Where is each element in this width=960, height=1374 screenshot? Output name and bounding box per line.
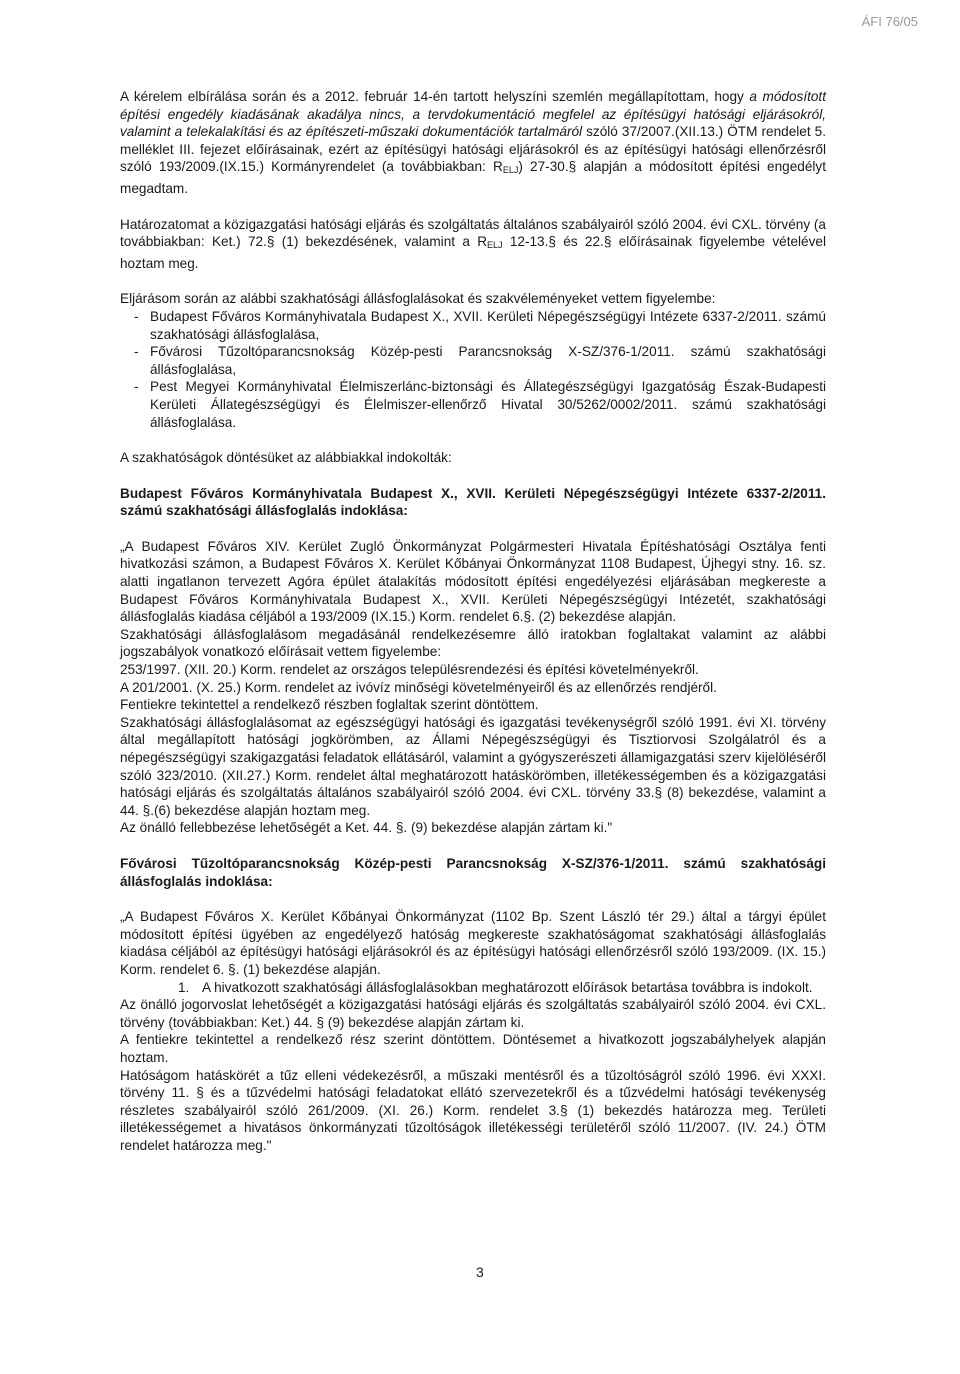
numbered-item bbox=[120, 979, 826, 997]
item-text: A hivatkozott szakhatósági állásfoglalásokban meghatározott előírások betartása továbbra is indokolt. bbox=[202, 979, 813, 995]
quote-paragraph: „A Budapest Főváros X. Kerület Kőbányai Önkormányzat (1102 Bp. Szent László tér 29.) által a tárgyi épület módosított építési ügyében az engedélyező hatóság megkereste szakhatóságomat szakhatósági állásfoglalás kiadása céljából az építésügyi hatósági eljárásokról és az építésügyi hatósági ellenőrzésről szóló 193/2009. (IX. 15.) Korm. rendelet 6. §. (1) bekezdése alapján. bbox=[120, 909, 826, 977]
list-item: - Pest Megyei Kormányhivatal Élelmiszerlánc-biztonsági és Állategészségügyi Igazgatóság Észak-Budapesti Kerületi Állategészségügyi és Élelmiszer-ellenőrző Hivatal 30/5262/0002/2011. számú szakhatósági állásfoglalása. bbox=[134, 378, 826, 431]
section-heading-health: Budapest Főváros Kormányhivatala Budapest X., XVII. Kerületi Népegészségügyi Intézete 6337-2/2011. számú szakhatósági állásfoglalás indoklása: bbox=[120, 485, 826, 519]
quote-paragraph: Szakhatósági állásfoglalásomat az egészségügyi hatósági és igazgatási tevékenységről szóló 1991. évi XI. törvény által megállapított hatósági jogkörömben, az Állami Népegészségügyi és Tisztiorvosi Szolgálatról és a népegészségügyi szakigazgatási feladatok ellátásáról, valamint a gyógyszerészeti államigazgatási szerv kijelöléséről szóló 323/2010. (XII.27.) Korm. rendelet által meghatározott hatáskörömben, illetékességemben és a közigazgatási hatósági eljárás és szolgáltatás általános szabályairól szóló 2004. évi CXL. törvény 33.§ (8) bekezdése, valamint a 44. §.(6) bekezdése alapján hoztam meg. bbox=[120, 714, 826, 818]
opinion-list bbox=[120, 308, 826, 431]
text-span: ) 27-30.§ alapján a módosított építési engedélyt megadtam. bbox=[120, 159, 826, 196]
item-number: 1. bbox=[178, 979, 190, 995]
text-span: Határozatomat a közigazgatási hatósági eljárás és szolgáltatás általános szabályairól szóló 2004. évi CXL. törvény (a továbbiakban: Ket.) 72.§ (1) bekezdésének, valamint a R bbox=[120, 216, 826, 250]
quote-paragraph: Az önálló fellebbezése lehetőségét a Ket. 44. §. (9) bekezdése alapján zártam ki." bbox=[120, 820, 613, 836]
quote-paragraph: Szakhatósági állásfoglalásom megadásánál rendelkezésemre álló iratokban foglaltakat valamint az alábbi jogszabályok vonatkozó előírásait vettem figyelembe: bbox=[120, 626, 826, 660]
quote-paragraph: Fentiekre tekintettel a rendelkező részben foglaltak szerint döntöttem. bbox=[120, 697, 539, 713]
subscript: ELJ bbox=[487, 240, 503, 251]
text-span-italic: a módosított építési engedély kiadásának akadálya nincs, a tervdokumentáció megfelel az építésügyi hatósági eljárásokról, valamint a telekalakítási és az építészeti-műszaki dokumentációk tartalmáról bbox=[120, 89, 826, 140]
paragraph-assessment bbox=[120, 88, 826, 198]
list-item: - Budapest Főváros Kormányhivatala Budapest X., XVII. Kerületi Népegészségügyi Intézete 6337-2/2011. számú szakhatósági állásfoglalása, bbox=[134, 308, 826, 343]
document-page bbox=[120, 88, 826, 1154]
text-span: szóló 37/2007.(XII.13.) ÖTM rendelet 5. melléklet III. fejezet előírásainak, ezért az építésügyi hatósági eljárásokról és az építésügyi hatósági ellenőrzésről szóló 193/2009.(IX.15.) Kormányrendelet (a továbbiakban: R bbox=[120, 124, 827, 175]
quote-paragraph: A fentiekre tekintettel a rendelkező rész szerint döntöttem. Döntésemet a hivatkozott jogszabályhelyek alapján hoztam. bbox=[120, 1032, 826, 1065]
list-item: - Fővárosi Tűzoltóparancsnokság Közép-pesti Parancsnokság X-SZ/376-1/2011. számú szakhatósági állásfoglalása, bbox=[134, 343, 826, 378]
text-span: A kérelem elbírálása során és a 2012. február 14-én tartott helyszíni szemlén megállapítottam, hogy bbox=[120, 89, 750, 104]
subscript: ELJ bbox=[502, 165, 519, 176]
paragraph-considered-opinions: Eljárásom során az alábbi szakhatósági állásfoglalásokat és szakvéleményeket vettem figyelembe: bbox=[120, 291, 716, 307]
quote-paragraph: Az önálló jogorvoslat lehetőségét a közigazgatási hatósági eljárás és szolgáltatás szabályairól szóló 2004. évi CXL. törvény (továbbiakban: Ket.) 44. § (9) bekezdése alapján zártam ki. bbox=[120, 997, 826, 1030]
text-span: 12-13.§ és 22.§ előírásainak figyelembe vételével hoztam meg. bbox=[120, 234, 826, 271]
quote-paragraph: 253/1997. (XII. 20.) Korm. rendelet az országos településrendezési és építési követelményekről. bbox=[120, 662, 699, 678]
quote-paragraph: Hatóságom hatáskörét a tűz elleni védekezésről, a műszaki mentésről és a tűzoltóságról szóló 1996. évi XXXI. törvény 11. § és a tűzvédelmi hatósági feladatokat ellátó szervezetekről és a tűzvédelmi hatósági tevékenység részletes szabályairól szóló 261/2009. (XI. 26.) Korm. rendelet 3.§ (1) bekezdés határozza meg. Területi illetékességemet a hivatásos önkormányzati tűzoltóságok illetékességi területéről szóló 11/2007. (IV. 24.) ÖTM rendelet határozza meg." bbox=[120, 1067, 826, 1153]
paragraph-justification-intro: A szakhatóságok döntésüket az alábbiakkal indokolták: bbox=[120, 450, 452, 466]
quote-paragraph: „A Budapest Főváros XIV. Kerület Zugló Önkormányzat Polgármesteri Hivatala Építéshatósági Osztálya fenti hivatkozási számon, a Budapest Főváros X. Kerület Kőbányai Önkormányzat 1108 Budapest, Újhegyi stny. 16. sz. alatti ingatlanon tervezett Agóra épület átalakítás módosított építési engedélyezési eljárásában megkereste a Budapest Főváros Kormányhivatala Budapest X., XVII. Kerületi Népegészségügyi Intézetét, szakhatósági állásfoglalás kiadása céljából a 193/2009 (IX.15.) Korm. rendelet 6.§. (2) bekezdése alapján. bbox=[120, 538, 826, 625]
page-number: 3 bbox=[476, 1264, 484, 1280]
archive-stamp: ÁFI 76/05 bbox=[861, 14, 918, 29]
paragraph-decision-basis bbox=[120, 216, 826, 273]
quote-paragraph: A 201/2001. (X. 25.) Korm. rendelet az ivóvíz minőségi követelményeiről és az ellenőrzés rendjéről. bbox=[120, 679, 717, 695]
section-heading-fire: Fővárosi Tűzoltóparancsnokság Közép-pesti Parancsnokság X-SZ/376-1/2011. számú szakhatósági állásfoglalás indoklása: bbox=[120, 855, 826, 889]
